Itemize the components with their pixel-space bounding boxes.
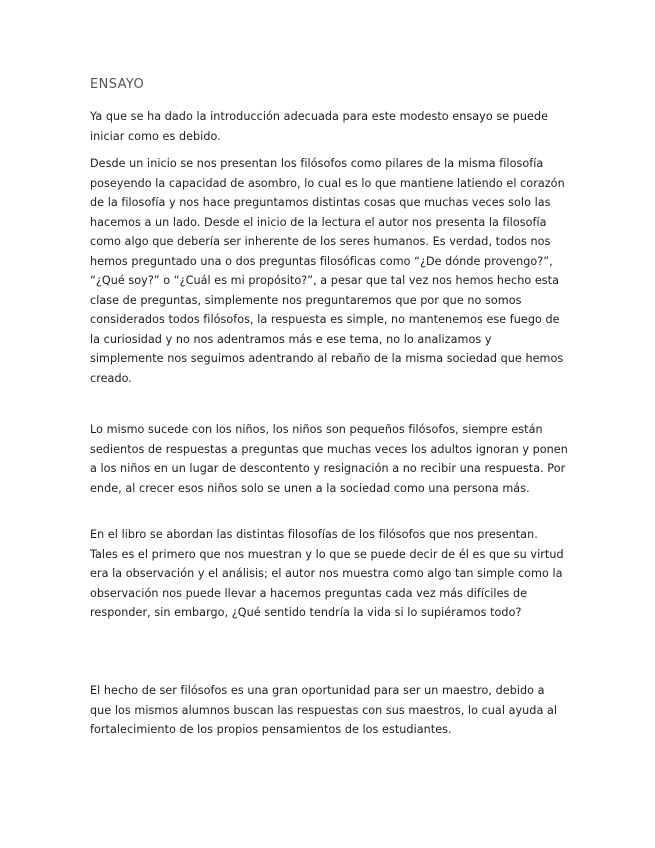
paragraph-philosophers: Desde un inicio se nos presentan los filósofos como pilares de la misma filosofía poseyendo la capacidad de asombro, lo cual es lo que mantiene latiendo el corazón de la filosofía y nos hace preguntamos distintas cosas que muchas veces solo las hacemos a un lado. Desde el inicio de la lectura el autor nos presenta la filosofía como algo que debería ser inherente de los seres humanos. Es verdad, todos nos hemos preguntado una o dos preguntas filosóficas como “¿De dónde provengo?”, “¿Qué soy?” o “¿Cuál es mi propósito?”, a pesar que tal vez nos hemos hecho esta clase de preguntas, simplemente nos preguntaremos que por que no somos considerados todos filósofos, la respuesta es simple, no mantenemos ese fuego de la curiosidad y no nos adentramos más e ese tema, no lo analizamos y simplemente nos seguimos adentrando al rebaño de la misma sociedad que hemos creado.	[90, 157, 565, 385]
paragraph-children: Lo mismo sucede con los niños, los niños son pequeños filósofos, siempre están sedientos de respuestas a preguntas que muchas veces los adultos ignoran y ponen a los niños en un lugar de descontento y resignación a no recibir una respuesta. Por ende, al crecer esos niños solo se unen a la sociedad como una persona más.	[90, 423, 568, 495]
document-title: ENSAYO	[90, 77, 145, 92]
paragraph-teacher: El hecho de ser filósofos es una gran oportunidad para ser un maestro, debido a que los mismos alumnos buscan las respuestas con sus maestros, lo cual ayuda al fortalecimiento de los propios pensamientos de los estudiantes.	[90, 684, 558, 736]
paragraph-book: En el libro se abordan las distintas filosofías de los filósofos que nos presentan. Tales es el primero que nos muestran y lo que se puede decir de él es que su virtud era la observación y el análisis; el autor nos muestra como algo tan simple como la observación nos puede llevar a hacemos preguntas cada vez más difíciles de responder, sin embargo, ¿Qué sentido tendría la vida si lo supiéramos todo?	[90, 528, 564, 619]
paragraph-intro: Ya que se ha dado la introducción adecuada para este modesto ensayo se puede iniciar como es debido.	[90, 110, 549, 143]
